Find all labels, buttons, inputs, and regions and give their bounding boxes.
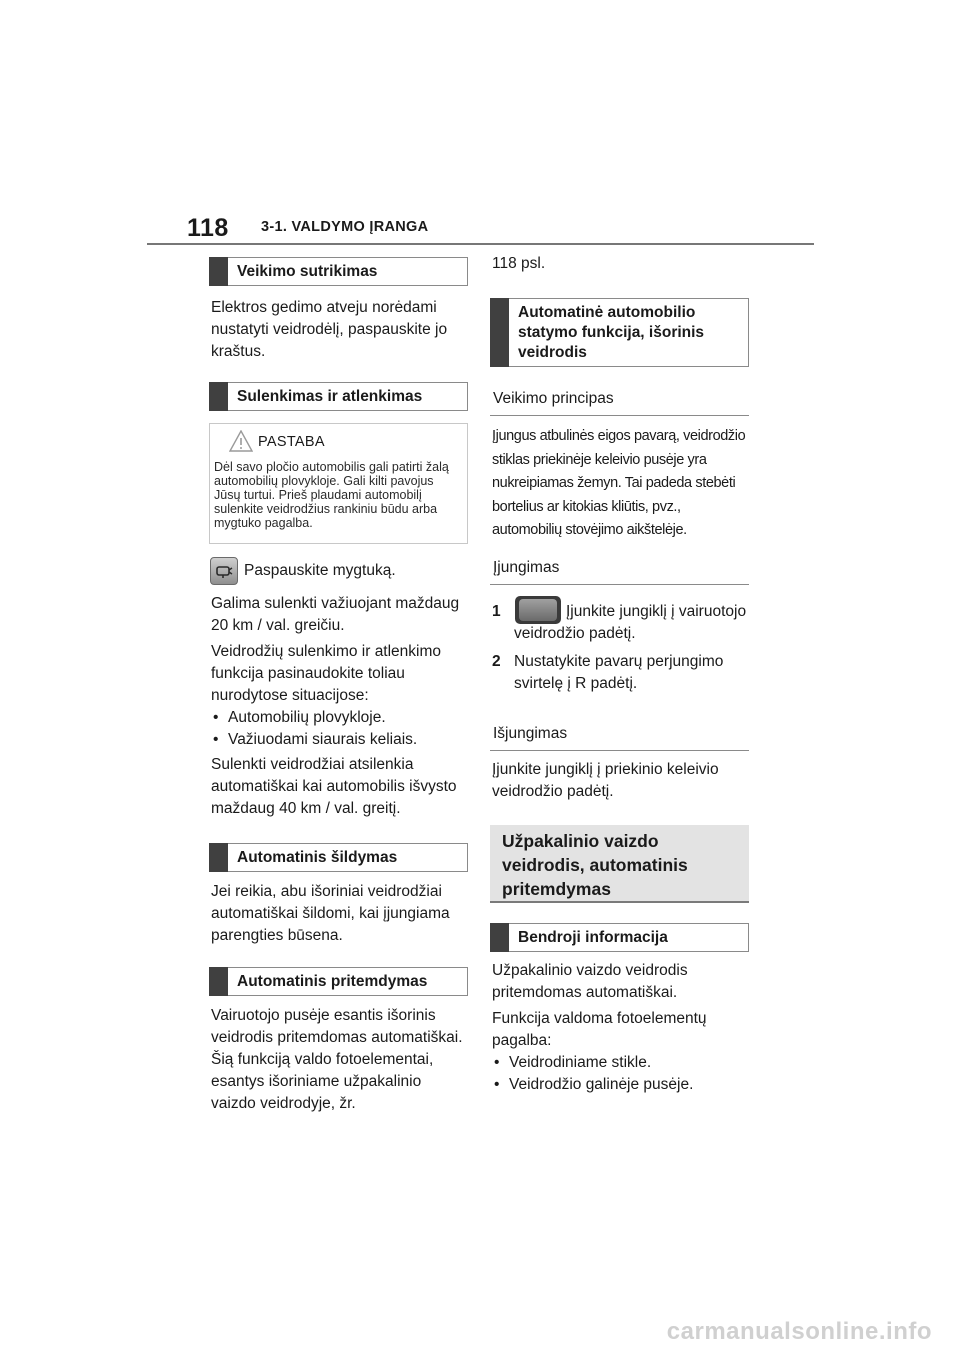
mirror-fold-button-icon — [210, 557, 238, 585]
step-text: Nustatykite pavarų perjungimo svirtelę į R padėtį. — [514, 653, 724, 692]
heading-label: Veikimo sutrikimas — [237, 262, 378, 280]
subheading-isjungimas — [490, 717, 749, 751]
step-item — [492, 651, 750, 695]
paragraph-text: Paspauskite mygtuką. — [244, 562, 396, 579]
heading-bar — [209, 843, 228, 872]
heading-statymo — [490, 298, 749, 367]
subheading-label: Išjungimas — [493, 725, 568, 742]
header-divider — [147, 243, 814, 245]
paragraph-text: Įjungus atbulinės eigos pavarą, veidrodžio stiklas priekinėje keleivio pusėje yra nukreipiamas žemyn. Tai padeda stebėti bortelius ar kitokias kliūtis, pvz., automobilių stovėjimo aikštelėje. — [492, 428, 746, 538]
paragraph-paspauskite — [244, 560, 464, 582]
subheading-label: Įjungimas — [493, 559, 560, 576]
heading-sildymas — [209, 843, 468, 872]
list-item: • Veidrodžio galinėje pusėje. — [492, 1074, 750, 1096]
paragraph-elektros — [211, 297, 469, 363]
subheading-ijungimas — [490, 551, 749, 585]
heading-bar — [490, 923, 509, 952]
step-item — [492, 601, 750, 645]
list-item: • Važiuodami siaurais keliais. — [211, 729, 469, 751]
paragraph-galima — [211, 593, 469, 637]
heading-pritemdymas — [209, 967, 468, 996]
heading-label: Automatinė automobilio statymo funkcija, išorinis veidrodis — [518, 303, 705, 361]
paragraph-ijungus — [492, 425, 750, 543]
note-body: Dėl savo pločio automobilis gali patirti žalą automobilių plovykloje. Gali kilti pavojus Jūsų turtui. Prieš plaudami automobilį sulenkite veidrodžius rankiniu būdu arba mygtuko pagalba. — [214, 460, 449, 530]
list-item: • Automobilių plovykloje. — [211, 707, 469, 729]
step-number: 1 — [492, 603, 501, 620]
chapter-title: 3-1. VALDYMO ĮRANGA — [261, 219, 429, 235]
paragraph-funkcija — [492, 1008, 750, 1096]
page-number: 118 — [187, 214, 229, 242]
paragraph-vairuotojo — [211, 1005, 463, 1115]
note-title: PASTABA — [258, 434, 325, 450]
paragraph-uzpakalinio — [492, 960, 750, 1004]
note-box — [209, 423, 468, 544]
paragraph-sulenkti — [211, 754, 469, 820]
heading-label: Automatinis šildymas — [237, 848, 398, 866]
paragraph-text: Elektros gedimo atveju norėdami nustatyti veidrodėlį, paspauskite jo kraštus. — [211, 299, 448, 360]
heading-label: Sulenkimas ir atlenkimas — [237, 387, 423, 405]
paragraph-veidrodziu — [211, 641, 469, 751]
paragraph-text: 118 psl. — [492, 255, 546, 272]
paragraph-jei — [211, 881, 469, 947]
paragraph-text: Galima sulenkti važiuojant maždaug 20 km / val. greičiu. — [211, 595, 460, 634]
subheading-principas — [490, 382, 749, 416]
paragraph-text: Vairuotojo pusėje esantis išorinis veidrodis pritemdomas automatiškai. Šią funkciją valdo fotoelementai, esantys išoriniame užpakalinio vaizdo veidrodyje, žr. — [211, 1007, 463, 1112]
bullet-list — [211, 707, 469, 751]
subheading-label: Veikimo principas — [493, 390, 614, 407]
heading-veikimo-sutrikimas — [209, 257, 468, 286]
paragraph-text: Funkcija valdoma fotoelementų pagalba: — [492, 1010, 707, 1049]
warning-icon — [229, 430, 253, 452]
section-heading-uzpakalinio — [490, 825, 749, 903]
heading-bar — [490, 298, 509, 367]
heading-bar — [209, 967, 228, 996]
step-list — [492, 601, 750, 695]
heading-sulenkimas — [209, 382, 468, 411]
heading-label: Bendroji informacija — [518, 928, 668, 946]
step-text: Įjunkite jungiklį į vairuotojo veidrodžio padėtį. — [514, 603, 747, 642]
numbered-steps — [492, 601, 750, 695]
paragraph-text: Užpakalinio vaizdo veidrodis pritemdomas automatiškai. — [492, 962, 688, 1001]
paragraph-text: Įjunkite jungiklį į priekinio keleivio veidrodžio padėtį. — [492, 761, 719, 800]
watermark: carmanualsonline.info — [666, 1318, 932, 1345]
paragraph-isjungimas — [492, 759, 750, 803]
heading-bar — [209, 257, 228, 286]
paragraph-text: Veidrodžių sulenkimo ir atlenkimo funkcija pasinaudokite toliau nurodytose situacijose: — [211, 643, 442, 704]
section-heading-label: Užpakalinio vaizdo veidrodis, automatinis pritemdymas — [502, 831, 688, 899]
paragraph-text: Jei reikia, abu išoriniai veidrodžiai automatiškai šildomi, kai įjungiama parengties būsena. — [211, 883, 450, 944]
heading-label: Automatinis pritemdymas — [237, 972, 428, 990]
paragraph-text: Sulenkti veidrodžiai atsilenkia automatiškai kai automobilis išvysto maždaug 40 km / val. greitį. — [211, 756, 457, 817]
paragraph-psl — [492, 253, 750, 275]
bullet-list — [492, 1052, 750, 1096]
heading-bar — [209, 382, 228, 411]
step-number: 2 — [492, 653, 501, 670]
list-item: • Veidrodiniame stikle. — [492, 1052, 750, 1074]
heading-bendroji — [490, 923, 749, 952]
